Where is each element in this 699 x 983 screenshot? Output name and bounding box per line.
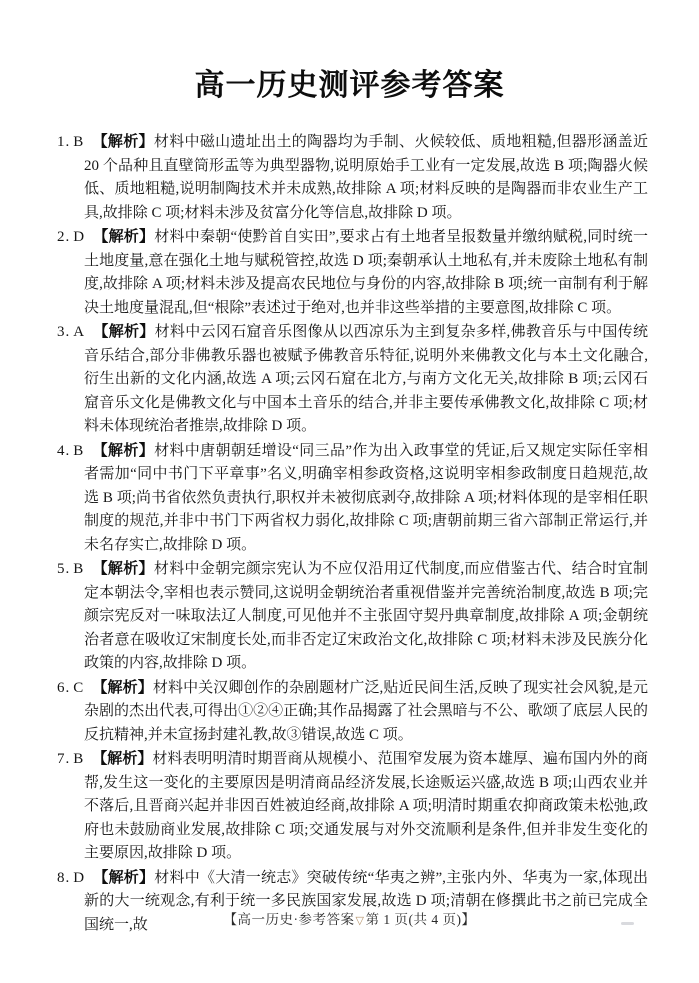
question-number: 6. bbox=[57, 679, 71, 696]
footer-left-text: 【高一历史·参考答案 bbox=[223, 912, 355, 927]
question-number: 4. bbox=[57, 442, 71, 459]
answer-number bbox=[57, 751, 83, 767]
question-number: 8. bbox=[57, 869, 71, 886]
answer-item-3 bbox=[57, 320, 648, 439]
page-footer bbox=[0, 908, 699, 928]
answers-list bbox=[57, 130, 648, 937]
answer-letter: C bbox=[73, 679, 84, 696]
answer-item-2 bbox=[57, 225, 648, 320]
answer-item-4 bbox=[57, 439, 648, 558]
answer-item-5 bbox=[57, 557, 648, 676]
analysis-text: 材料中唐朝朝廷增设“同三品”作为出入政事堂的凭证,后又规定实际任宰相者需加“同中书门下平章事”名义,明确宰相参政资格,这说明宰相参政制度日趋规范,故选 B 项;尚书省依然负责执行,职权并未被彻底剥夺,故排除 A 项;材料体现的是宰相任职制度的规范,并非中书门下两省权力弱化,故排除 C 项;唐朝前期三省六部制正常运行,并未名存实亡,故排除 D 项。 bbox=[84, 442, 648, 553]
footer-right-text: 第 1 页(共 4 页)】 bbox=[365, 912, 476, 927]
answer-letter: A bbox=[73, 324, 85, 340]
question-number: 3. bbox=[57, 324, 71, 340]
analysis-label: 【解析】 bbox=[92, 560, 154, 577]
answer-item-1 bbox=[57, 130, 648, 225]
analysis-text: 材料中磁山遗址出土的陶器均为手制、火候较低、质地粗糙,但器形涵盖近 20 个品种且直壁筒形盂等为典型器物,说明原始手工业有一定发展,故选 B 项;陶器火候低、质地粗糙,说明制陶技术并未成熟,故排除 A 项;材料反映的是陶器而非农业生产工具,故排除 C 项;材料未涉及贫富分化等信息,故排除 D 项。 bbox=[84, 134, 648, 221]
analysis-label: 【解析】 bbox=[92, 750, 153, 767]
answer-letter: B bbox=[73, 561, 84, 577]
analysis-label: 【解析】 bbox=[92, 441, 155, 459]
analysis-label: 【解析】 bbox=[93, 228, 155, 245]
answer-letter: B bbox=[73, 751, 84, 767]
analysis-label: 【解析】 bbox=[92, 133, 154, 150]
answer-number bbox=[57, 680, 83, 696]
page-title: 高一历史测评参考答案 bbox=[194, 69, 505, 102]
analysis-text: 材料中《大清一统志》突破传统“华夷之辨”,主张内外、华夷为一家,体现出新的大一统观念,有利于统一多民族国家发展,故选 D 项;清朝在修撰此书之前已完成全国统一,故 bbox=[84, 869, 648, 933]
answer-number bbox=[57, 870, 84, 886]
answer-number bbox=[57, 443, 83, 459]
answer-number bbox=[57, 229, 84, 245]
analysis-label: 【解析】 bbox=[92, 678, 153, 696]
scan-smudge-mark bbox=[621, 922, 634, 925]
answer-letter: B bbox=[73, 134, 84, 150]
question-number: 1. bbox=[57, 134, 71, 150]
analysis-text: 材料中云冈石窟音乐图像从以西凉乐为主到复杂多样,佛教音乐与中国传统音乐结合,部分非佛教乐器也被赋予佛教音乐特征,说明外来佛教文化与本土文化融合,衍生出新的文化内涵,故选 A 项;云冈石窟在北方,与南方文化无关,故排除 B 项;云冈石窟音乐文化是佛教文化与中国本土音乐的结合,并非主要传承佛教文化,故排除 C 项;材料未体现统治者推崇,故排除 D 项。 bbox=[84, 324, 648, 434]
analysis-label: 【解析】 bbox=[93, 868, 155, 886]
answer-letter: B bbox=[73, 442, 84, 459]
answer-number bbox=[57, 561, 83, 577]
analysis-text: 材料中金朝完颜宗宪认为不应仅沿用辽代制度,而应借鉴古代、结合时宜制定本朝法令,宰相也表示赞同,这说明金朝统治者重视借鉴并完善统治制度,故选 B 项;完颜宗宪反对一味取法辽人制度,可见他并不主张固守契丹典章制度,故排除 A 项;金朝统治者意在吸收辽宋制度长处,而非否定辽宋政治文化,故排除 C 项;材料未涉及民族分化政策的内容,故排除 D 项。 bbox=[84, 561, 648, 671]
answer-number bbox=[57, 134, 83, 150]
question-number: 5. bbox=[57, 561, 71, 577]
analysis-label: 【解析】 bbox=[93, 323, 155, 340]
analysis-text: 材料中关汉卿创作的杂剧题材广泛,贴近民间生活,反映了现实社会风貌,是元杂剧的杰出代表,可得出①②④正确;其作品揭露了社会黑暗与不公、歌颂了底层人民的反抗精神,并未宣扬封建礼教,故③错误,故选 C 项。 bbox=[84, 679, 648, 743]
analysis-text: 材料中秦朝“使黔首自实田”,要求占有土地者呈报数量并缴纳赋税,同时统一土地度量,意在强化土地与赋税管控,故选 D 项;秦朝承认土地私有,并未废除土地私有制度,故排除 A 项;材料未涉及提高农民地位与身份的内容,故排除 B 项;统一亩制有利于解决土地度量混乱,但“根除”表述过于绝对,也并非这些举措的主要意图,故排除 C 项。 bbox=[84, 229, 648, 316]
answer-letter: D bbox=[73, 229, 85, 245]
answer-item-6 bbox=[57, 676, 648, 748]
answer-item-7 bbox=[57, 747, 648, 866]
answer-number bbox=[57, 324, 84, 340]
analysis-text: 材料表明明清时期晋商从规模小、范围窄发展为资本雄厚、遍布国内外的商帮,发生这一变化的主要原因是明清商品经济发展,长途贩运兴盛,故选 B 项;山西农业并不落后,且晋商兴起并非因百姓被迫经商,故排除 A 项;明清时期重农抑商政策未松弛,政府也未鼓励商业发展,故排除 C 项;交通发展与对外交流顺利是条件,但并非发生变化的主要原因,故排除 D 项。 bbox=[84, 751, 648, 861]
footer-logo-glyph: ▽ bbox=[355, 915, 365, 927]
question-number: 2. bbox=[57, 229, 71, 245]
answer-letter: D bbox=[73, 869, 85, 886]
question-number: 7. bbox=[57, 751, 71, 767]
